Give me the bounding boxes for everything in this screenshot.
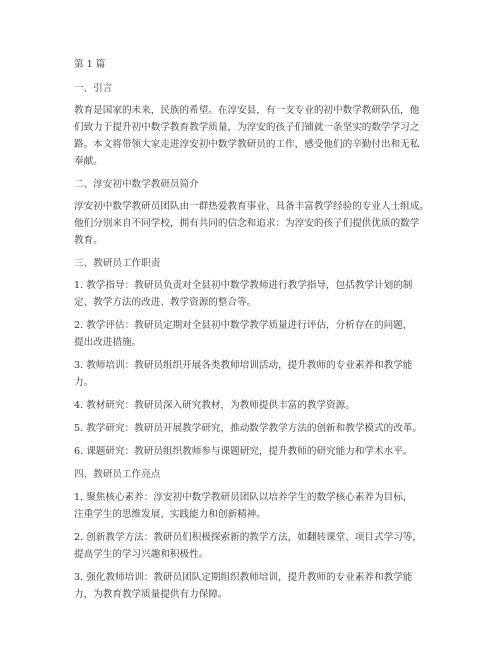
paragraph-line: 们致力于提升初中数学教育教学质量，为淳安的孩子们铺就一条坚实的数学学习之 [74, 122, 420, 133]
list-item: 5. 教学研究：教研员开展教学研究，推动数学教学方法的创新和教学模式的改革。 [74, 423, 422, 434]
list-item: 4. 教材研究：教研员深入研究教材，为教师提供丰富的教学资源。 [74, 400, 355, 411]
paragraph-line: 淳安初中数学教研员团队由一群热爱教育事业、具备丰富教学经验的专业人士组成。 [74, 201, 429, 212]
list-item-continuation: 提出改进措施。 [74, 337, 142, 348]
paragraph-line: 他们分别来自不同学校，拥有共同的信念和追求：为淳安的孩子们提供优质的数学 [74, 218, 420, 229]
section-heading-highlights: 四、教研员工作亮点 [74, 469, 161, 480]
paragraph-line: 奉献。 [74, 156, 103, 167]
section-heading-duties: 三、教研员工作职责 [74, 258, 161, 269]
list-item-continuation: 定、教学方法的改进、教学资源的整合等。 [74, 297, 257, 308]
section-heading-profile: 二、淳安初中数学教研员简介 [74, 179, 199, 190]
paragraph-line: 教育。 [74, 235, 103, 246]
list-item: 2. 创新教学方法：教研员们积极探索新的教学方法，如翻转课堂、项目式学习等， [74, 532, 422, 543]
list-item-continuation: 提高学生的学习兴趣和积极性。 [74, 549, 209, 560]
list-item: 1. 教学指导：教研员负责对全县初中数学教师进行教学指导，包括教学计划的制 [74, 280, 413, 291]
list-item-continuation: 力，为教育教学质量提供有力保障。 [74, 589, 228, 600]
section-heading-intro: 一、引言 [74, 83, 113, 94]
list-item: 1. 聚焦核心素养：淳安初中数学教研员团队以培养学生的数学核心素养为目标， [74, 492, 413, 503]
list-item-continuation: 注重学生的思维发展、实践能力和创新精神。 [74, 509, 266, 520]
paragraph-line: 教育是国家的未来，民族的希望。在淳安县，有一支专业的初中数学教研队伍，他 [74, 105, 420, 116]
list-item: 6. 课题研究：教研员组织教师参与课题研究，提升教师的研究能力和学术水平。 [74, 446, 413, 457]
list-item-continuation: 力。 [74, 377, 94, 388]
list-item: 3. 教师培训：教研员组织开展各类教师培训活动，提升教师的专业素养和教学能 [74, 360, 413, 371]
paragraph-line: 路。本文将带领大家走进淳安初中数学教研员的工作，感受他们的辛勤付出和无私 [74, 139, 420, 150]
list-item: 2. 教学评估：教研员定期对全县初中数学教学质量进行评估，分析存在的问题， [74, 320, 413, 331]
page-label: 第 1 篇 [74, 59, 106, 70]
list-item: 3. 强化教师培训：教研员团队定期组织教师培训，提升教师的专业素养和教学能 [74, 572, 413, 583]
